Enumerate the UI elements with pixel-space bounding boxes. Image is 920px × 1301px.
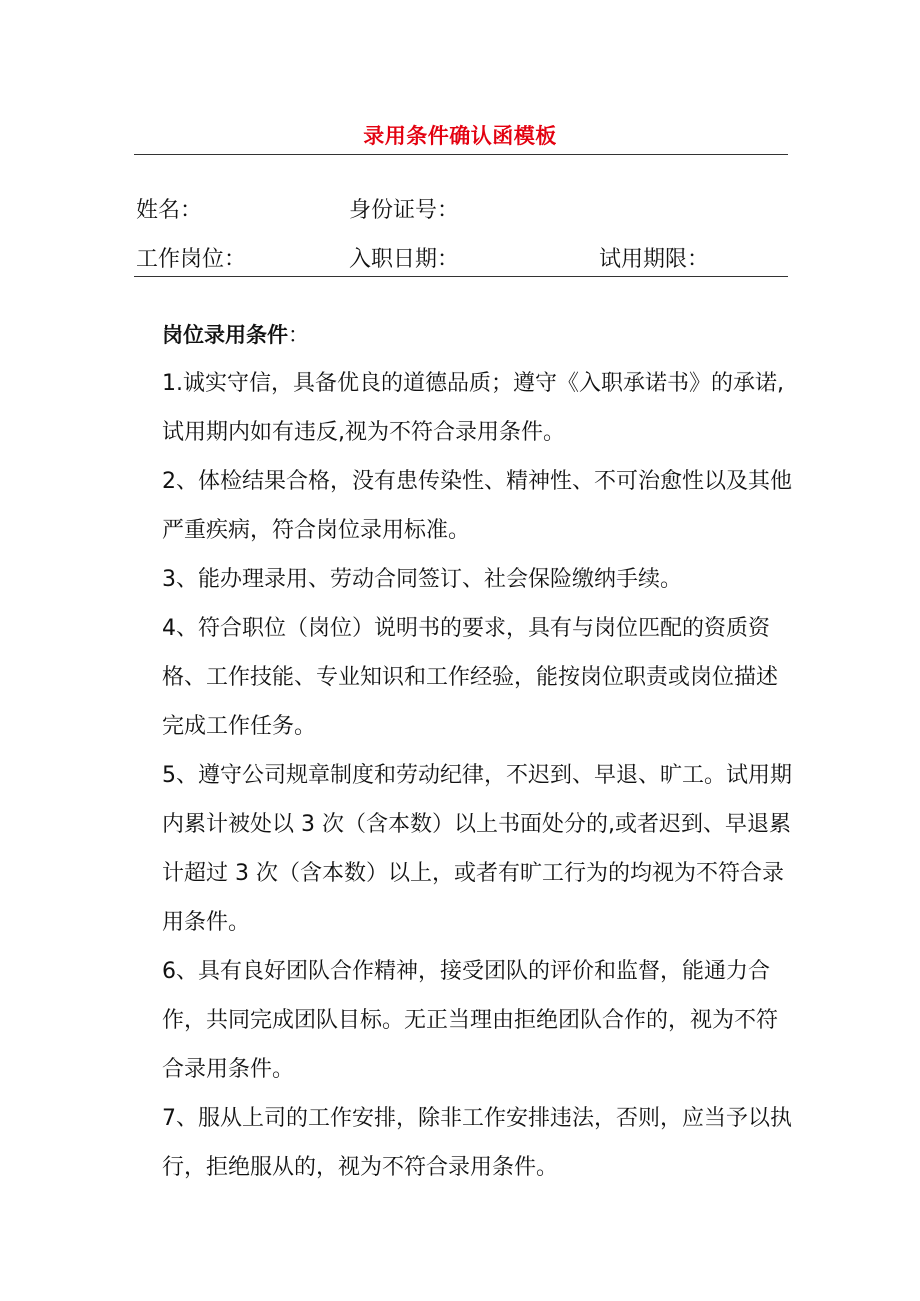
id-number-field-label: 身份证号： (349, 198, 460, 223)
clause-6: 6、具有良好团队合作精神，接受团队的评价和监督，能通力合作，共同完成团队目标。无正当理由拒绝团队合作的，视为不符合录用条件。 (162, 959, 779, 1082)
conditions-section (162, 311, 792, 1192)
position-field-label: 工作岗位： (136, 247, 247, 272)
clause-3: 3、能办理录用、劳动合同签订、社会保险缴纳手续。 (162, 567, 682, 592)
name-field-label: 姓名： (136, 198, 203, 223)
section-heading (162, 311, 792, 359)
start-date-field-label: 入职日期： (349, 247, 460, 272)
probation-field-label: 试用期限： (599, 247, 710, 272)
clause-7: 7、服从上司的工作安排，除非工作安排违法，否则，应当予以执行，拒绝服从的，视为不符合录用条件。 (162, 1106, 792, 1180)
section-heading-colon: ： (288, 323, 309, 347)
section-heading-text: 岗位录用条件 (162, 323, 288, 347)
document-title: 录用条件确认函模板 (363, 124, 557, 148)
clause-5: 5、遵守公司规章制度和劳动纪律，不迟到、早退、旷工。试用期内累计被处以 3 次（含本数）以上书面处分的,或者迟到、早退累计超过 3 次（含本数）以上，或者有旷工行为的均视为不符合录用条件。 (162, 763, 792, 935)
clause-4: 4、符合职位（岗位）说明书的要求，具有与岗位匹配的资质资格、工作技能、专业知识和工作经验，能按岗位职责或岗位描述完成工作任务。 (162, 616, 779, 739)
title-divider (134, 154, 788, 155)
clause-2: 2、体检结果合格，没有患传染性、精神性、不可治愈性以及其他严重疾病，符合岗位录用标准。 (162, 469, 792, 543)
info-divider (134, 276, 788, 277)
clause-1: 1.诚实守信，具备优良的道德品质；遵守《入职承诺书》的承诺,试用期内如有违反,视为不符合录用条件。 (162, 371, 784, 445)
